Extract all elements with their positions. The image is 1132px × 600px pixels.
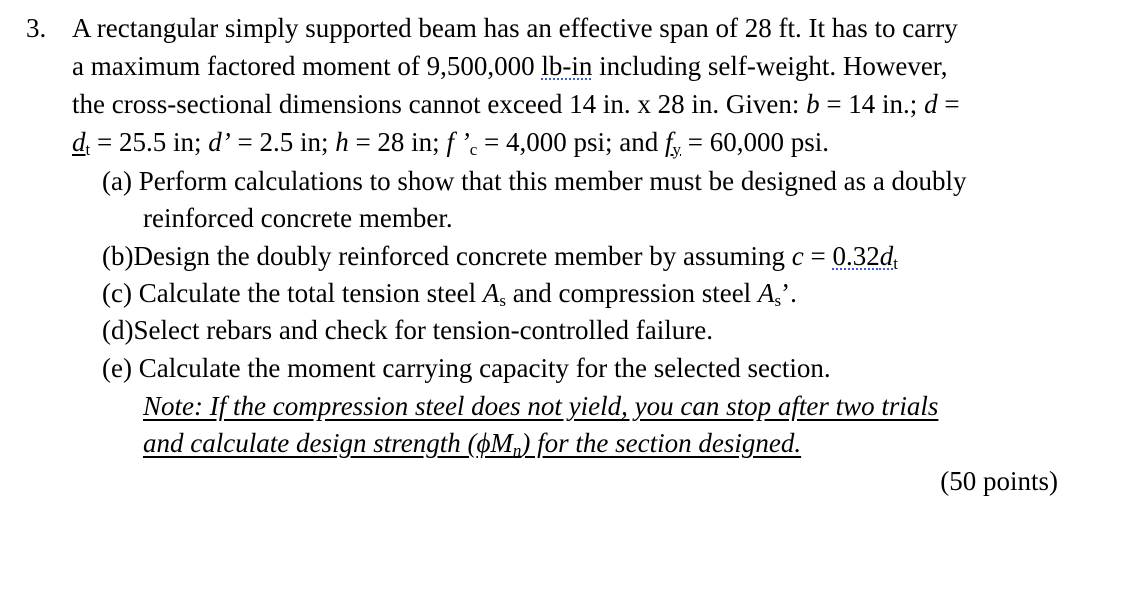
assumed-c-value: $0.32d_t$ bbox=[832, 241, 898, 273]
symbol-As-prime: A bbox=[757, 278, 775, 308]
problem-line-3: the cross-sectional dimensions cannot exceed 14 in. x 28 in. Given: b = 14 in.; d = bbox=[72, 89, 960, 119]
symbol-b: b bbox=[806, 89, 820, 119]
problem-number: 3. bbox=[26, 13, 47, 43]
unit-lb-in: lb-in bbox=[541, 51, 593, 81]
part-e: (e) Calculate the moment carrying capacity for the selected section. bbox=[102, 353, 831, 383]
symbol-fy: $f_y$ bbox=[664, 127, 681, 159]
symbol-dt: $d_t$ bbox=[72, 127, 91, 159]
symbol-d: d bbox=[924, 89, 938, 119]
problem-line-4: $d_t = 25.5$ in; d’ = 2.5 in; h = 28 in; f $’_c = 4,000$ psi; and $f_y = 60,000$ psi. bbox=[72, 127, 829, 159]
symbol-fc-prime: f ’ bbox=[446, 127, 470, 157]
part-b: (b)Design the doubly reinforced concrete member by assuming $c = 0.32d_t$ bbox=[102, 241, 898, 273]
part-a: (a) Perform calculations to show that this member must be designed as a doubly bbox=[102, 166, 967, 196]
part-c: (c) Calculate the total tension steel $A_s$ and compression steel $A_s$’. bbox=[102, 278, 797, 310]
symbol-c: c bbox=[791, 241, 804, 271]
part-a-continued: reinforced concrete member. bbox=[143, 203, 453, 233]
note-line-1: Note: If the compression steel does not yield, you can stop after two trials bbox=[143, 391, 939, 421]
problem-line-2: a maximum factored moment of 9,500,000 lb-in including self-weight. However, bbox=[72, 51, 948, 81]
symbol-As: A bbox=[482, 278, 500, 308]
points-value: (50 points) bbox=[940, 466, 1058, 496]
note-line-2: and calculate design strength $(\phi M_n)$ for the section designed. bbox=[143, 428, 802, 460]
symbol-d-prime: d’ bbox=[208, 127, 231, 157]
part-d: (d)Select rebars and check for tension-controlled failure. bbox=[102, 315, 713, 345]
symbol-phi-mn: ϕM bbox=[476, 428, 513, 458]
problem-line-1: A rectangular simply supported beam has an effective span of 28 ft. It has to carry bbox=[72, 13, 958, 43]
symbol-h: h bbox=[335, 127, 349, 157]
